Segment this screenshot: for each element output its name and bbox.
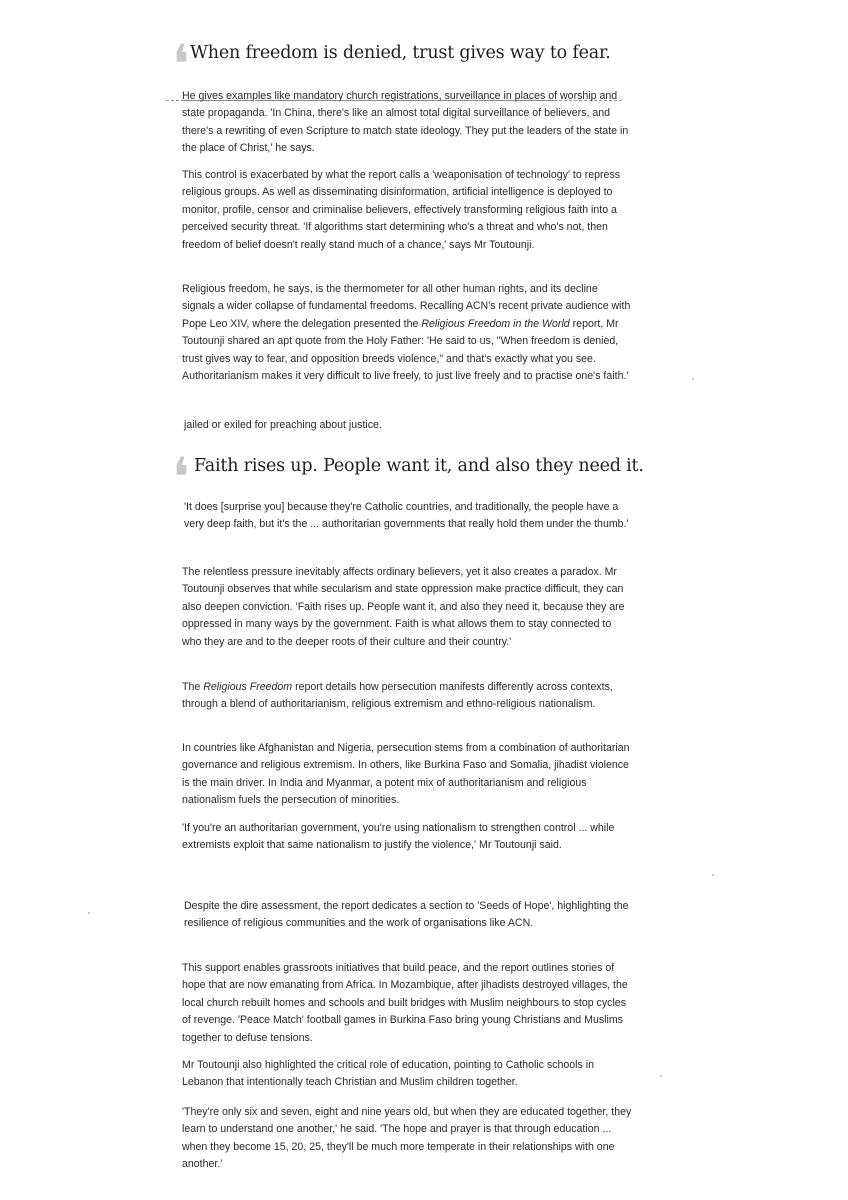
paragraph-5: 'It does [surprise you] because they're Catholic countries, and traditionally, the people have a very deep faith, but it's the ... authoritarian governments that really hold them under the thumb.' <box>184 501 629 531</box>
paragraph-13: 'They're only six and seven, eight and nine years old, but when they are educated together, they learn to understand one another,' he said. 'The hope and prayer is that through education ... when they become 15, 20, 25, they'll be much more temperate in their relationships with one another.' <box>182 1106 632 1171</box>
quote-mark-icon: ❛ <box>172 35 190 95</box>
paragraph-12: Mr Toutounji also highlighted the critical role of education, pointing to Catholic schools in Lebanon that intentionally teach Christian and Muslim children together. <box>182 1059 595 1089</box>
report-title: Religious Freedom in the World <box>421 317 570 330</box>
paragraph-9: 'If you're an authoritarian government, you're using nationalism to strengthen control ... while extremists exploit that same nationalism to justify the violence,' Mr Toutounji said. <box>182 822 615 852</box>
paragraph-3-text-cont: report, Mr Toutounji shared an apt quote from the Holy Father: 'He said to us, "When freedom is denied, trust gives way to fear, and opposition breeds violence," and that's exactly what you see. Authoritarianism makes it very difficult to live freely, to just live freely and to practise one's faith.' <box>182 317 629 383</box>
scan-speck <box>660 1075 662 1077</box>
pull-quote-text: When freedom is denied, trust gives way to fear. <box>190 43 611 63</box>
paragraph-1-first-line: He gives examples like mandatory church registrations, surveillance in places of <box>182 90 558 102</box>
pull-quote-text: Faith rises up. People want it, and also they need it. <box>194 456 644 476</box>
paragraph-11: This support enables grassroots initiatives that build peace, and the report outlines stories of hope that are now emanating from Africa. In Mozambique, after jihadists destroyed villages, the local church rebuilt homes and schools and built bridges with Muslim neighbours to stop cycles of revenge. 'Peace Match' football games in Burkina Faso bring young Christians and Muslims together to defuse tensions. <box>182 962 628 1044</box>
paragraph-7-text-cont: report details how persecution manifests differently across contexts, through a blend of authoritarianism, religious extremism and ethno-religious nationalism. <box>182 681 613 711</box>
report-title: Religious Freedom <box>203 681 293 693</box>
paragraph-8: In countries like Afghanistan and Nigeria, persecution stems from a combination of authoritarian governance and religious extremism. In others, like Burkina Faso and Somalia, jihadist violence is the main driver. In India and Myanmar, a potent mix of authoritarianism and religious nationalism fuels the persecution of minorities. <box>182 742 630 807</box>
scan-speck <box>692 378 694 380</box>
paragraph-7 <box>182 679 632 714</box>
paragraph-1-rest: worship and state propaganda. 'In China, there's like an almost total digital surveillance of believers, and there's a rewriting of even Scripture to match state ideology. They put the leaders of the state in the place of Christ,' he says. <box>182 90 629 155</box>
paragraph-10: Despite the dire assessment, the report dedicates a section to 'Seeds of Hope', highlighting the resilience of religious communities and the work of organisations like ACN. <box>184 900 629 930</box>
paragraph-4: jailed or exiled for preaching about justice. <box>184 419 382 431</box>
scan-speck <box>88 912 90 914</box>
paragraph-1 <box>182 88 632 158</box>
paragraph-6: The relentless pressure inevitably affects ordinary believers, yet it also creates a paradox. Mr Toutounji observes that while secularism and state oppression make practice difficult, they can also deepen conviction. 'Faith rises up. People want it, and also they need it, because they are oppressed in many ways by the government. Faith is what allows them to stay connected to who they are and to the deeper roots of their culture and their country.' <box>182 566 625 648</box>
paragraph-2: This control is exacerbated by what the report calls a 'weaponisation of technology' to repress religious groups. As well as disseminating disinformation, artificial intelligence is deployed to monitor, profile, censor and criminalise believers, effectively transforming religious faith into a perceived security threat. 'If algorithms start determining who's a threat and who's not, then freedom of belief doesn't really stand much of a chance,' says Mr Toutounji. <box>182 169 621 251</box>
paragraph-3-text: Religious freedom, he says, is the thermometer for all other human rights, and its decline signals a wider collapse of fundamental freedoms. Recalling ACN's recent private audience with Pope Leo XIV, where the delegation presented the <box>182 283 631 330</box>
scan-speck <box>712 874 714 876</box>
paragraph-3 <box>182 281 632 385</box>
quote-mark-icon: ❛ <box>172 448 190 508</box>
paragraph-7-text: The <box>182 681 204 693</box>
